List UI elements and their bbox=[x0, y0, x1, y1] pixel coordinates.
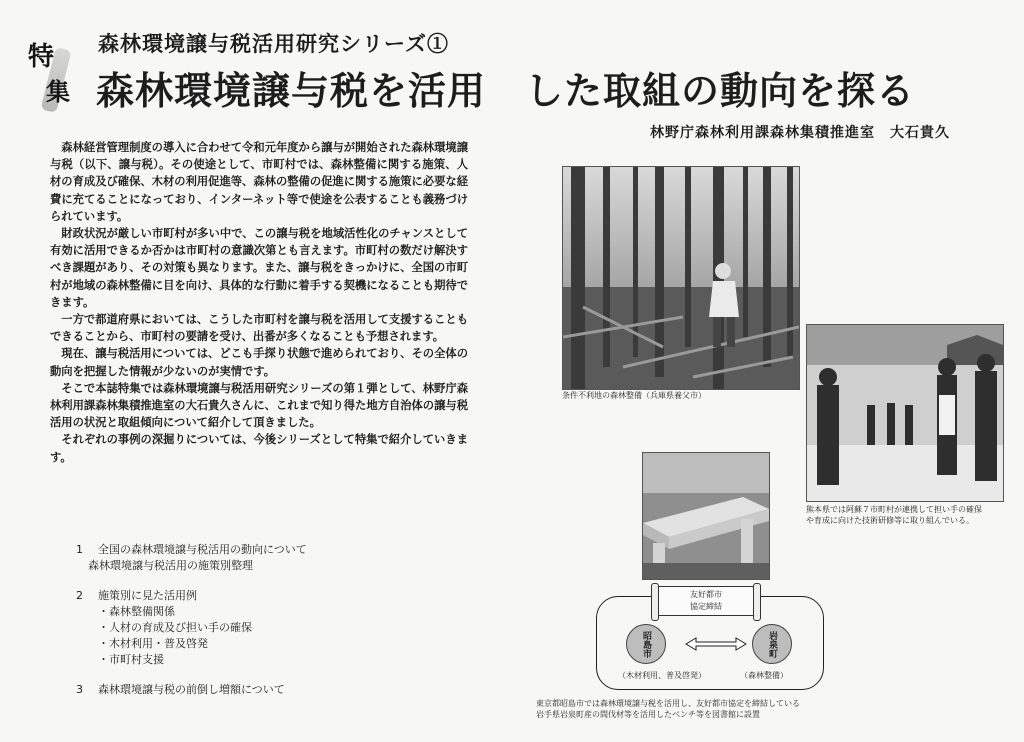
caption-line: 東京都昭島市では森林環境譲与税を活用し、友好都市協定を締結している bbox=[536, 699, 800, 708]
toc-bullet-item: ・人材の育成及び担い手の確保 bbox=[98, 621, 252, 634]
toc-title: 森林環境譲与税の前倒し増額について bbox=[98, 683, 285, 696]
feature-badge bbox=[28, 34, 78, 114]
wooden-bench-photo bbox=[642, 452, 770, 580]
city-role-right: （森林整備） bbox=[740, 671, 788, 680]
body-paragraph: 森林経営管理制度の導入に合わせて令和元年度から譲与が開始された森林環境譲与税（以下、譲与税）。その使途として、市町村では、森林整備に関する施策、人材の育成及び確保、木材の利用促進等、森林の整備の促進に関する施策に必要な経費に充てることになっており、インターネット等で使途を公表することも義務づけられています。 bbox=[50, 140, 468, 223]
caption-line: や育成に向けた技術研修等に取り組んでいる。 bbox=[806, 516, 974, 525]
double-arrow-icon bbox=[684, 636, 748, 652]
toc-section-1 bbox=[76, 542, 516, 574]
photo-caption bbox=[806, 504, 982, 526]
training-workers-photo bbox=[806, 324, 1004, 502]
caption-line: 熊本県では阿蘇７市町村が連携して担い手の確保 bbox=[806, 505, 982, 514]
scroll-text: 協定締結 bbox=[690, 602, 722, 611]
body-paragraph: 一方で都道府県においては、こうした市町村を譲与税を活用して支援することもできることから、市町村の要請を受け、出番が多くなることも予想されます。 bbox=[50, 312, 468, 344]
city-circle-right: 岩泉町 bbox=[752, 624, 792, 664]
toc-title: 全国の森林環境譲与税活用の動向について bbox=[98, 543, 307, 556]
toc-bullet-item: ・森林整備関係 bbox=[98, 605, 175, 618]
badge-char-2: 集 bbox=[46, 78, 70, 106]
caption-line: 岩手県岩泉町産の間伐材等を活用したベンチ等を図書館に設置 bbox=[536, 710, 760, 719]
toc-bullet-item: ・木材利用・普及啓発 bbox=[98, 637, 208, 650]
series-title: 森林環境譲与税活用研究シリーズ① bbox=[98, 31, 449, 56]
body-paragraph: 財政状況が厳しい市町村が多い中で、この譲与税を地域活性化のチャンスとして有効に活用できるか否かは市町村の意識次第とも言えます。市町村の数だけ解決すべき課題があり、その対策も異なります。また、譲与税をきっかけに、全国の市町村が地域の森林整備に目を向け、具体的な行動に着手する契機になることも期待できます。 bbox=[50, 226, 468, 309]
badge-char-1: 特 bbox=[28, 42, 55, 72]
bench-photo-illustration bbox=[643, 453, 769, 579]
article-body bbox=[50, 139, 468, 466]
scroll-text: 友好都市 bbox=[690, 590, 722, 599]
toc-title: 施策別に見た活用例 bbox=[98, 589, 197, 602]
body-paragraph: 現在、譲与税活用については、どこも手探り状態で進められており、その全体の動向を把握した情報が少ないのが実情です。 bbox=[50, 346, 468, 378]
toc-section-3 bbox=[76, 682, 516, 698]
body-paragraph: そこで本誌特集では森林環境譲与税活用研究シリーズの第１弾として、林野庁森林利用課森林集積推進室の大石貴久さんに、これまで知り得た地方自治体の譲与税活用の状況と取組傾向について紹介して頂きました。 bbox=[50, 380, 468, 430]
toc-bullet-item: ・市町村支援 bbox=[98, 653, 164, 666]
toc-number: 1 bbox=[76, 543, 83, 556]
table-of-contents bbox=[76, 542, 516, 712]
photo-caption: 条件不利地の森林整備（兵庫県養父市） bbox=[562, 391, 706, 400]
forest-photo-illustration bbox=[563, 167, 799, 389]
toc-section-2 bbox=[76, 588, 516, 668]
main-title: 森林環境譲与税を活用 した取組の動向を探る bbox=[96, 68, 916, 113]
sister-city-diagram bbox=[596, 586, 824, 690]
photo-caption bbox=[536, 698, 800, 720]
city-circle-left: 昭島市 bbox=[626, 624, 666, 664]
agreement-scroll bbox=[656, 586, 756, 616]
toc-number: 2 bbox=[76, 589, 83, 602]
author-line: 林野庁森林利用課森林集積推進室 大石貴久 bbox=[650, 125, 950, 141]
toc-subtitle: 森林環境譲与税活用の施策別整理 bbox=[88, 559, 253, 572]
workers-photo-illustration bbox=[807, 325, 1003, 501]
forest-work-photo bbox=[562, 166, 800, 390]
toc-number: 3 bbox=[76, 683, 83, 696]
city-role-left: （木材利用、普及啓発） bbox=[618, 671, 706, 680]
body-paragraph: それぞれの事例の深掘りについては、今後シリーズとして特集で紹介していきます。 bbox=[50, 432, 468, 464]
